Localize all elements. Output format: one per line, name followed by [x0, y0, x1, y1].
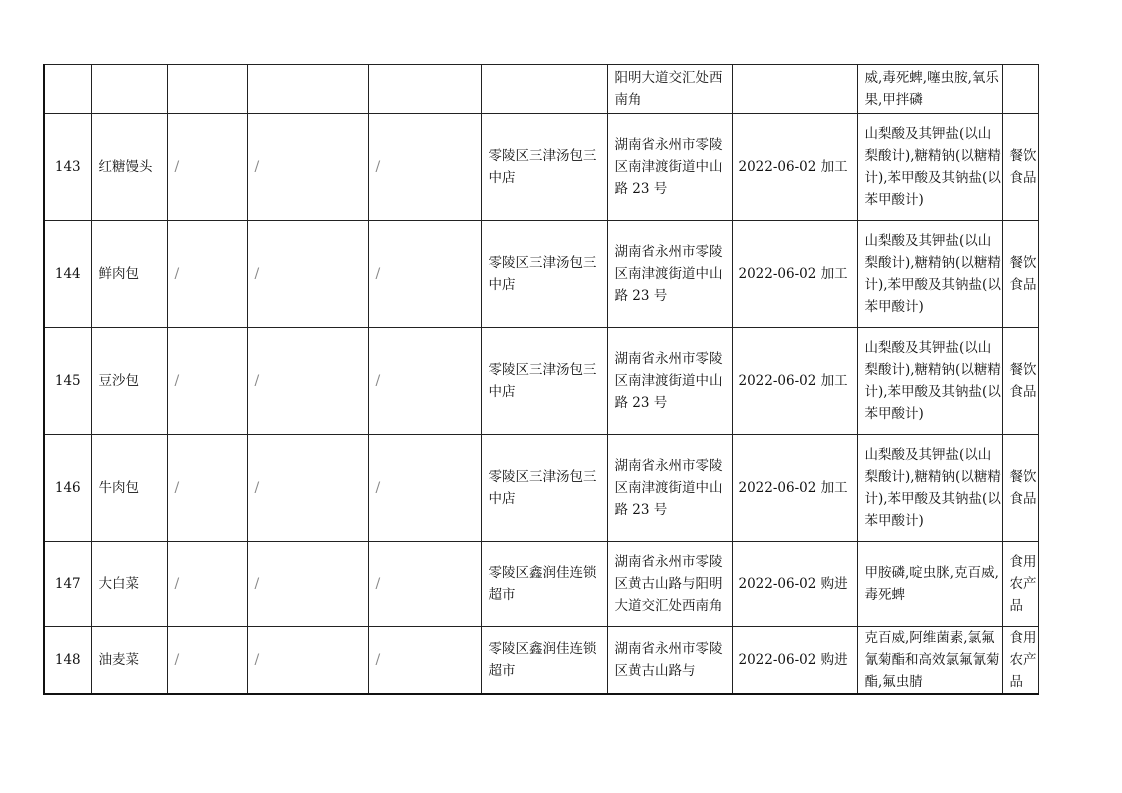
- batch-cell: [368, 65, 481, 114]
- food-category: 餐饮食品: [1002, 328, 1038, 435]
- brand-cell: /: [247, 221, 368, 328]
- unit-name: 零陵区鑫润佳连锁超市: [481, 627, 607, 695]
- sampling-date: 2022-06-02 加工: [732, 114, 857, 221]
- sample-name: 大白菜: [91, 542, 167, 627]
- sampling-date: [732, 65, 857, 114]
- sample-name: 油麦菜: [91, 627, 167, 695]
- unit-name: 零陵区三津汤包三中店: [481, 221, 607, 328]
- unit-name: 零陵区三津汤包三中店: [481, 435, 607, 542]
- unit-address: 湖南省永州市零陵区南津渡街道中山路 23 号: [607, 114, 732, 221]
- unit-name: 零陵区三津汤包三中店: [481, 114, 607, 221]
- brand-cell: /: [247, 114, 368, 221]
- batch-cell: /: [368, 221, 481, 328]
- food-category: [1002, 65, 1038, 114]
- sample-number: [44, 65, 91, 114]
- sample-name: [91, 65, 167, 114]
- sample-name: 牛肉包: [91, 435, 167, 542]
- unit-address: 湖南省永州市零陵区南津渡街道中山路 23 号: [607, 221, 732, 328]
- sample-name: 红糖馒头: [91, 114, 167, 221]
- table-row: [44, 221, 1038, 328]
- brand-cell: [247, 65, 368, 114]
- spec-cell: /: [167, 114, 247, 221]
- sample-number: 146: [44, 435, 91, 542]
- test-items: 山梨酸及其钾盐(以山梨酸计),糖精钠(以糖精计),苯甲酸及其钠盐(以苯甲酸计): [857, 221, 1002, 328]
- brand-cell: /: [247, 542, 368, 627]
- sampling-date: 2022-06-02 加工: [732, 221, 857, 328]
- test-items: 甲胺磷,啶虫脒,克百威,毒死蜱: [857, 542, 1002, 627]
- sample-number: 148: [44, 627, 91, 695]
- table-row: [44, 435, 1038, 542]
- sampling-date: 2022-06-02 购进: [732, 627, 857, 695]
- food-category: 餐饮食品: [1002, 221, 1038, 328]
- batch-cell: /: [368, 435, 481, 542]
- brand-cell: /: [247, 328, 368, 435]
- food-category: 食用农产品: [1002, 627, 1038, 695]
- unit-name: 零陵区三津汤包三中店: [481, 328, 607, 435]
- table-row: [44, 542, 1038, 627]
- data-table: [43, 64, 1039, 695]
- unit-address: 阳明大道交汇处西南角: [607, 65, 732, 114]
- sampling-date: 2022-06-02 购进: [732, 542, 857, 627]
- test-items: 山梨酸及其钾盐(以山梨酸计),糖精钠(以糖精计),苯甲酸及其钠盐(以苯甲酸计): [857, 328, 1002, 435]
- spec-cell: /: [167, 542, 247, 627]
- unit-address: 湖南省永州市零陵区南津渡街道中山路 23 号: [607, 435, 732, 542]
- test-items: 山梨酸及其钾盐(以山梨酸计),糖精钠(以糖精计),苯甲酸及其钠盐(以苯甲酸计): [857, 435, 1002, 542]
- food-category: 餐饮食品: [1002, 114, 1038, 221]
- batch-cell: /: [368, 328, 481, 435]
- unit-address: 湖南省永州市零陵区南津渡街道中山路 23 号: [607, 328, 732, 435]
- food-category: 餐饮食品: [1002, 435, 1038, 542]
- test-items: 克百威,阿维菌素,氯氟氰菊酯和高效氯氟氰菊酯,氟虫腈: [857, 627, 1002, 695]
- table-row: [44, 114, 1038, 221]
- sample-number: 143: [44, 114, 91, 221]
- batch-cell: /: [368, 627, 481, 695]
- food-category: 食用农产品: [1002, 542, 1038, 627]
- spec-cell: /: [167, 328, 247, 435]
- batch-cell: /: [368, 542, 481, 627]
- unit-address: 湖南省永州市零陵区黄古山路与阳明大道交汇处西南角: [607, 542, 732, 627]
- sample-number: 147: [44, 542, 91, 627]
- brand-cell: /: [247, 627, 368, 695]
- sample-name: 豆沙包: [91, 328, 167, 435]
- spec-cell: /: [167, 221, 247, 328]
- unit-name: 零陵区鑫润佳连锁超市: [481, 542, 607, 627]
- unit-address: 湖南省永州市零陵区黄古山路与: [607, 627, 732, 695]
- test-items: 山梨酸及其钾盐(以山梨酸计),糖精钠(以糖精计),苯甲酸及其钠盐(以苯甲酸计): [857, 114, 1002, 221]
- unit-name: [481, 65, 607, 114]
- table-row: [44, 328, 1038, 435]
- sampling-date: 2022-06-02 加工: [732, 435, 857, 542]
- spec-cell: [167, 65, 247, 114]
- brand-cell: /: [247, 435, 368, 542]
- batch-cell: /: [368, 114, 481, 221]
- spec-cell: /: [167, 627, 247, 695]
- sampling-date: 2022-06-02 加工: [732, 328, 857, 435]
- test-items: 威,毒死蜱,噻虫胺,氧乐果,甲拌磷: [857, 65, 1002, 114]
- sample-number: 145: [44, 328, 91, 435]
- spec-cell: /: [167, 435, 247, 542]
- table-row: [44, 65, 1038, 114]
- table-row: [44, 627, 1038, 695]
- sample-name: 鲜肉包: [91, 221, 167, 328]
- table-body: [44, 65, 1038, 695]
- sample-number: 144: [44, 221, 91, 328]
